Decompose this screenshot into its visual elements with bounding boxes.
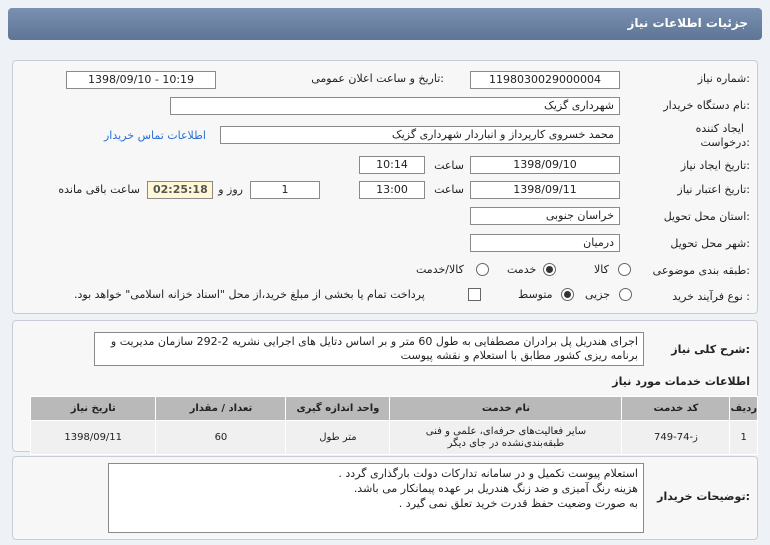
col-service-code: کد خدمت: [622, 397, 730, 421]
created-date-label: تاریخ ایجاد نیاز:: [680, 159, 750, 172]
col-need-date: تاریخ نیاز: [31, 397, 156, 421]
page-title: جزئیات اطلاعات نیاز: [627, 16, 748, 30]
category-goods-radio[interactable]: [618, 263, 631, 276]
buyer-note-line: استعلام پیوست تکمیل و در سامانه تدارکات دولت بارگذاری گردد .: [338, 467, 638, 480]
creator-label-line2: درخواست:: [700, 136, 750, 149]
page-header: [8, 8, 762, 40]
announce-datetime-label: تاریخ و ساعت اعلان عمومی:: [311, 72, 444, 85]
need-number-label: شماره نیاز:: [697, 72, 750, 85]
created-date-field[interactable]: 1398/09/10: [470, 156, 620, 174]
col-quantity: تعداد / مقدار: [156, 397, 286, 421]
category-label: طبقه بندی موضوعی:: [652, 264, 750, 277]
created-time-field[interactable]: 10:14: [359, 156, 425, 174]
city-label: شهر محل تحویل:: [670, 237, 750, 250]
valid-time-label: ساعت: [434, 183, 464, 196]
process-medium-radio[interactable]: [561, 288, 574, 301]
process-type-label: نوع فرآیند خرید :: [672, 290, 750, 303]
process-minor-label: جزیی: [585, 288, 611, 301]
col-unit: واحد اندازه گیری: [286, 397, 390, 421]
valid-time-field[interactable]: 13:00: [359, 181, 425, 199]
buyer-note-line: به صورت وضعیت حفظ قدرت خرید تعلق نمی گیرد .: [398, 497, 638, 510]
category-goods-service-radio[interactable]: [476, 263, 489, 276]
province-label: استان محل تحویل:: [663, 210, 750, 223]
services-table: [30, 396, 758, 455]
cell-row-number: 1: [730, 421, 758, 455]
category-goods-label: کالا: [594, 263, 609, 276]
remaining-time-field: 02:25:18: [147, 181, 213, 199]
cell-service-name: سایر فعالیت‌های حرفه‌ای، علمی و فنی طبقه‌بندی‌نشده در جای دیگر: [390, 421, 622, 455]
col-service-name: نام خدمت: [390, 397, 622, 421]
province-field[interactable]: خراسان جنوبی: [470, 207, 620, 225]
table-row: [31, 421, 758, 455]
cell-need-date: 1398/09/11: [31, 421, 156, 455]
category-goods-service-label: کالا/خدمت: [416, 263, 464, 276]
cell-unit: متر طول: [286, 421, 390, 455]
cell-service-code: ز-74-749: [622, 421, 730, 455]
creator-field[interactable]: محمد خسروی کارپرداز و انباردار شهرداری گزیک: [220, 126, 620, 144]
valid-date-label: تاریخ اعتبار نیاز:: [677, 183, 750, 196]
services-section-title: اطلاعات خدمات مورد نیاز: [612, 375, 750, 388]
category-service-label: خدمت: [507, 263, 537, 276]
created-time-label: ساعت: [434, 159, 464, 172]
cell-quantity: 60: [156, 421, 286, 455]
buyer-notes-text: [108, 463, 644, 533]
days-label: روز و: [218, 183, 243, 196]
creator-label-line1: ایجاد کننده: [695, 122, 744, 135]
treasury-payment-checkbox[interactable]: [468, 288, 481, 301]
services-header-row: [31, 397, 758, 421]
buyer-notes-label: توضیحات خریدار:: [657, 490, 750, 503]
col-row-number: ردیف: [730, 397, 758, 421]
valid-date-field[interactable]: 1398/09/11: [470, 181, 620, 199]
buyer-org-field[interactable]: شهرداری گزیک: [170, 97, 620, 115]
buyer-contact-link[interactable]: اطلاعات تماس خریدار: [104, 129, 206, 142]
buyer-note-line: هزینه رنگ آمیزی و ضد زنگ هندریل بر عهده پیمانکار می باشد.: [353, 482, 638, 495]
remaining-days-field[interactable]: 1: [250, 181, 320, 199]
process-medium-label: متوسط: [518, 288, 553, 301]
process-minor-radio[interactable]: [619, 288, 632, 301]
need-number-field[interactable]: 1198030029000004: [470, 71, 620, 89]
category-service-radio[interactable]: [543, 263, 556, 276]
description-text: اجرای هندریل پل برادران مصطفایی به طول 60 متر و بر اساس دتایل های اجرایی نشریه 2-292 سازمان مدیریت و برنامه ریزی کشور مطابق با استعلام و نقشه پیوست: [94, 332, 644, 366]
treasury-payment-note: پرداخت تمام یا بخشی از مبلغ خرید،از محل "اسناد خزانه اسلامی" خواهد بود.: [74, 288, 425, 301]
city-field[interactable]: درمیان: [470, 234, 620, 252]
description-label: شرح کلی نیاز:: [671, 343, 750, 356]
buyer-org-label: نام دستگاه خریدار:: [663, 99, 750, 112]
remaining-time-label: ساعت باقی مانده: [58, 183, 140, 196]
announce-datetime-field[interactable]: 1398/09/10 - 10:19: [66, 71, 216, 89]
